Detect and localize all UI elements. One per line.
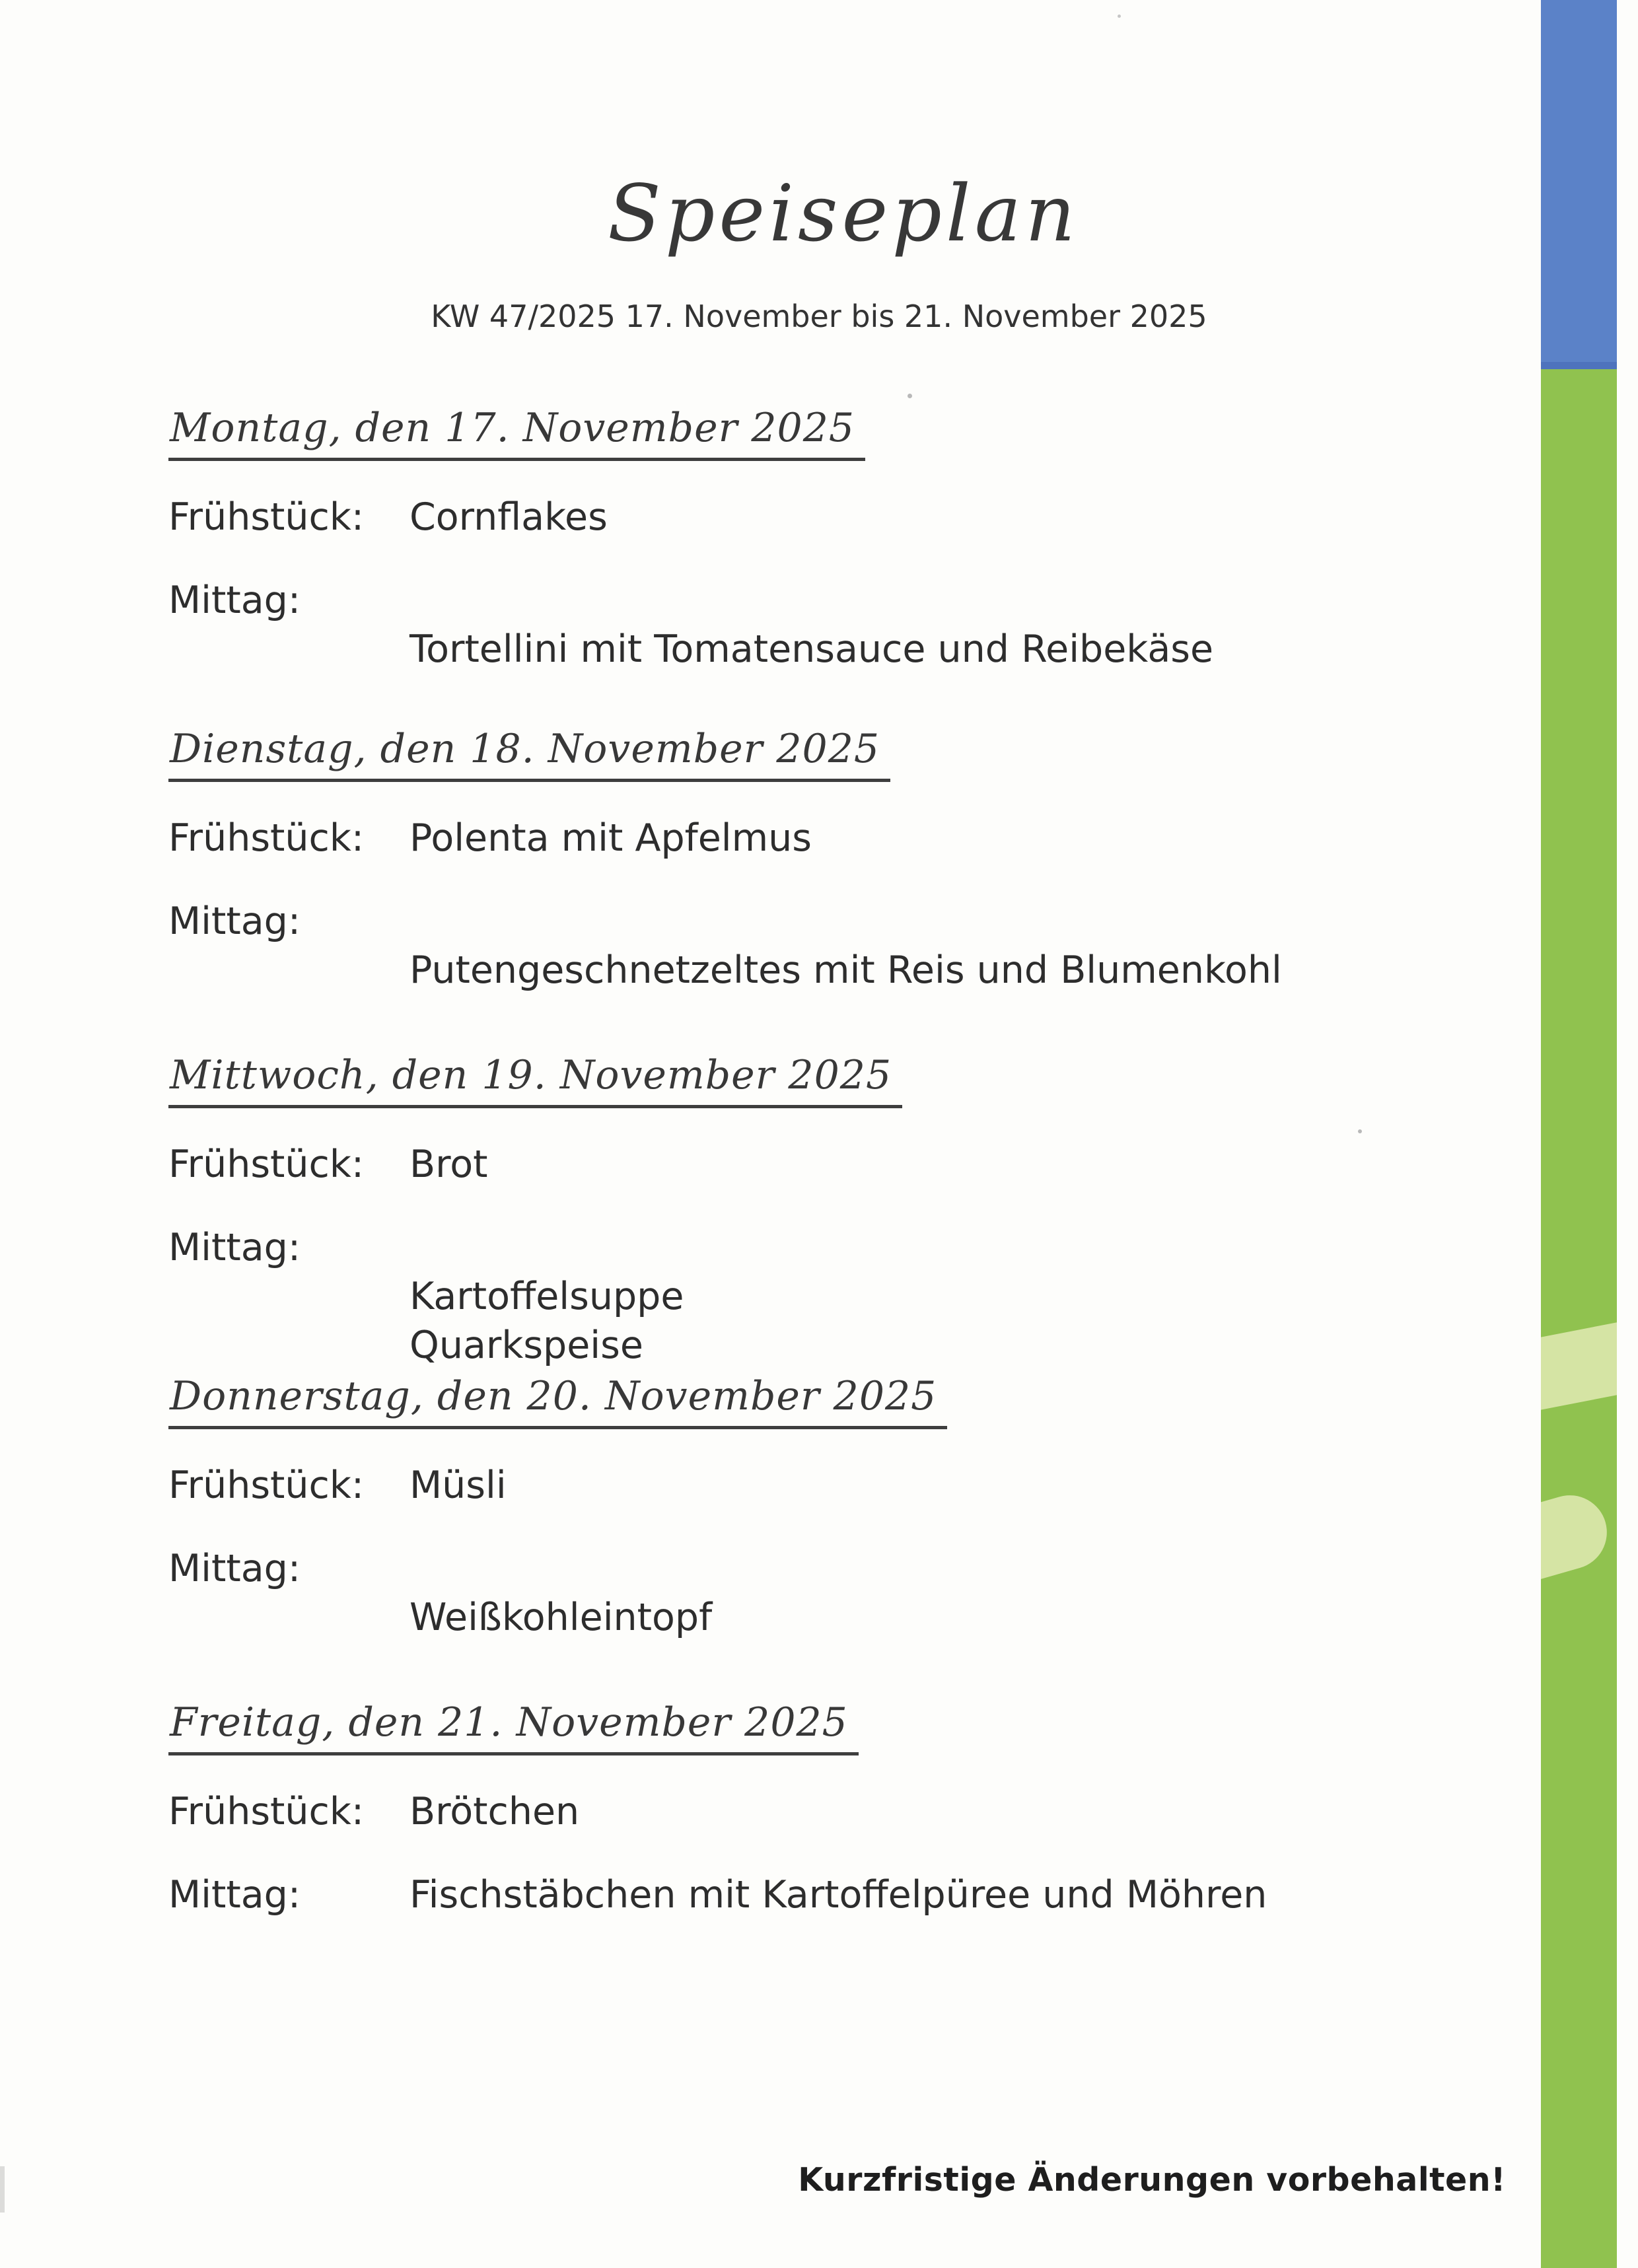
lunch-label: Mittag:: [168, 900, 301, 943]
scan-speck: [1118, 15, 1121, 18]
breakfast-row: [168, 493, 1476, 542]
breakfast-label: Frühstück:: [168, 1464, 365, 1507]
lunch-dishes: [410, 946, 1476, 995]
day-header: Donnerstag, den 20. November 2025: [168, 1372, 947, 1429]
lunch-item: Quarkspeise: [410, 1324, 643, 1367]
leaf-band-decoration: [1541, 1310, 1617, 1417]
day-header: Freitag, den 21. November 2025: [168, 1699, 859, 1755]
scan-smudge: [0, 2166, 5, 2213]
page-title: Speiseplan: [608, 168, 1079, 259]
breakfast-label: Frühstück:: [168, 495, 365, 539]
stripe-green-segment: [1541, 369, 1617, 2268]
breakfast-value: Polenta mit Apfelmus: [410, 816, 812, 860]
lunch-dishes: [410, 1272, 1476, 1370]
day-section-dienstag: [168, 725, 1476, 995]
lunch-row: [168, 576, 1476, 625]
lunch-item: Tortellini mit Tomatensauce und Reibekäse: [410, 627, 1214, 671]
lunch-label: Mittag:: [168, 1873, 301, 1917]
breakfast-row: [168, 814, 1476, 863]
breakfast-row: [168, 1787, 1476, 1836]
breakfast-value: Müsli: [410, 1464, 507, 1507]
lunch-label: Mittag:: [168, 579, 301, 622]
day-header: Dienstag, den 18. November 2025: [168, 725, 890, 782]
day-section-montag: [168, 404, 1476, 674]
lunch-dishes: [410, 1593, 1476, 1642]
breakfast-row: [168, 1461, 1476, 1510]
lunch-row: [168, 1870, 1476, 1919]
lunch-label: Mittag:: [168, 1226, 301, 1269]
breakfast-value: Brötchen: [410, 1790, 580, 1833]
lunch-item: Kartoffelsuppe: [410, 1275, 684, 1318]
lunch-row: [168, 1544, 1476, 1593]
day-section-mittwoch: [168, 1051, 1476, 1370]
breakfast-label: Frühstück:: [168, 1790, 365, 1833]
lunch-dishes: [410, 625, 1476, 674]
lunch-inline-value: Fischstäbchen mit Kartoffelpüree und Möhren: [410, 1873, 1267, 1917]
footer-note: Kurzfristige Änderungen vorbehalten!: [798, 2161, 1506, 2199]
lunch-item: Weißkohleintopf: [410, 1596, 713, 1639]
breakfast-value: Brot: [410, 1143, 488, 1186]
lunch-row: [168, 1223, 1476, 1272]
day-section-donnerstag: [168, 1372, 1476, 1642]
day-section-freitag: [168, 1699, 1476, 1919]
lunch-label: Mittag:: [168, 1547, 301, 1590]
breakfast-row: [168, 1140, 1476, 1189]
day-header: Montag, den 17. November 2025: [168, 404, 865, 461]
day-header: Mittwoch, den 19. November 2025: [168, 1051, 902, 1108]
leaf-ellipse-decoration: [1541, 1487, 1616, 1627]
stripe-blue-dark-edge: [1541, 362, 1617, 369]
scan-speck: [908, 394, 912, 398]
scan-speck: [1358, 1129, 1362, 1133]
side-stripe: [1541, 0, 1617, 2268]
lunch-row: [168, 897, 1476, 946]
breakfast-label: Frühstück:: [168, 816, 365, 860]
page-subtitle: KW 47/2025 17. November bis 21. November 2025: [431, 299, 1207, 334]
breakfast-label: Frühstück:: [168, 1143, 365, 1186]
breakfast-value: Cornflakes: [410, 495, 608, 539]
lunch-item: Putengeschnetzeltes mit Reis und Blumenkohl: [410, 948, 1282, 992]
